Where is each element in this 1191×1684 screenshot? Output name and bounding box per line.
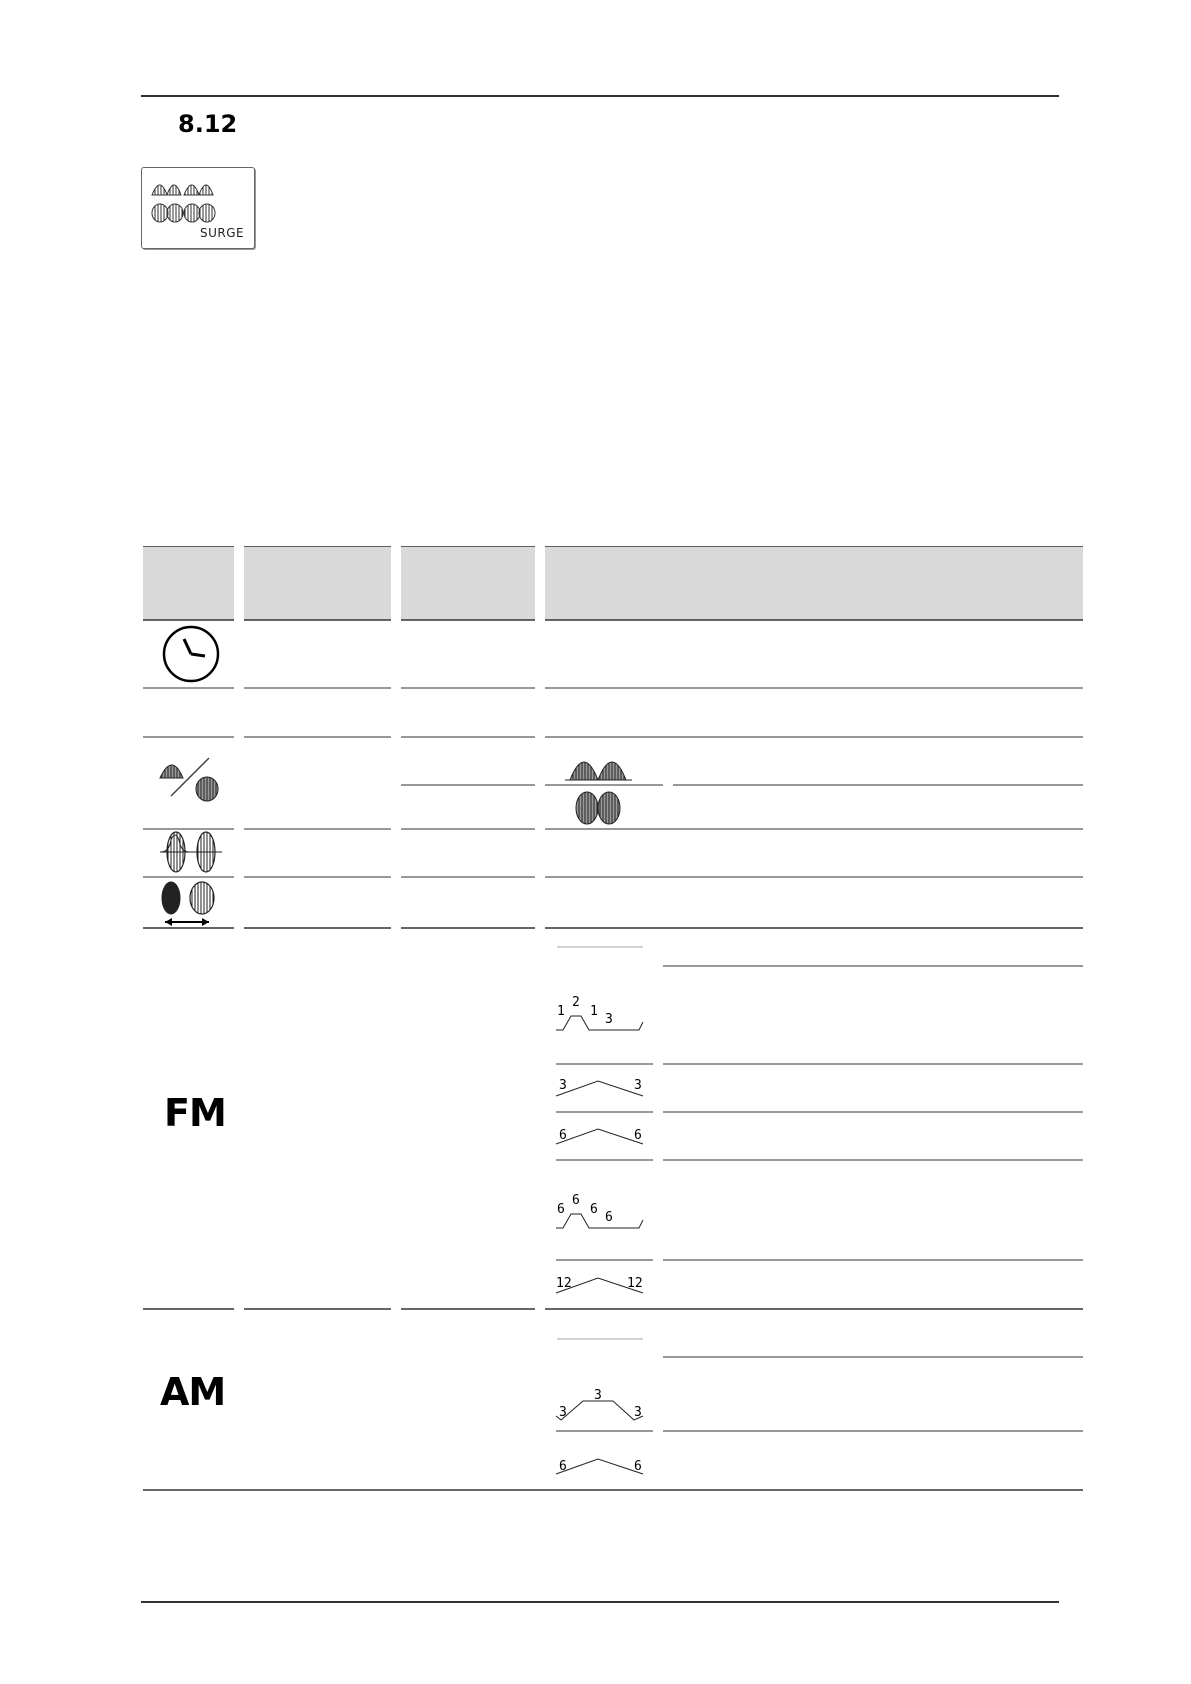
fm-pattern-1-label-b: 2: [572, 995, 580, 1010]
am-pattern-2-label-b: 6: [634, 1459, 642, 1474]
mono-bi-phasic-icon: [160, 758, 218, 801]
fm-pattern-1-label-d: 3: [605, 1012, 613, 1027]
am-pattern-1-label-b: 3: [594, 1388, 602, 1403]
alternating-waveform-icon: [162, 882, 214, 926]
fm-pattern-3-label-b: 6: [634, 1128, 642, 1143]
fm-label: FM: [164, 1091, 226, 1135]
surge-table: [143, 546, 1083, 1491]
fm-pattern-1-label-c: 1: [590, 1004, 598, 1019]
bottom-rule: [141, 1601, 1059, 1603]
table-grid: [143, 546, 1083, 1491]
am-pattern-1-label-c: 3: [634, 1405, 642, 1420]
fm-pattern-3-label-a: 6: [559, 1128, 567, 1143]
fm-pattern-4-label-c: 6: [590, 1202, 598, 1217]
clock-icon: [164, 627, 218, 681]
fm-pattern-1-label-a: 1: [557, 1004, 565, 1019]
am-pattern-2-label-a: 6: [559, 1459, 567, 1474]
section-number: 8.12: [178, 110, 238, 138]
monophasic-waveform-icon: [565, 762, 632, 780]
surge-label: SURGE: [200, 226, 245, 240]
top-rule: [141, 95, 1059, 97]
fm-pattern-4-label-a: 6: [557, 1202, 565, 1217]
fm-pattern-4-label-d: 6: [605, 1210, 613, 1225]
fm-pattern-5-label-a: 12: [556, 1276, 572, 1291]
biphasic-waveform-icon: [576, 792, 620, 824]
am-label: AM: [160, 1370, 226, 1414]
surge-button[interactable]: [141, 167, 255, 249]
fm-pattern-5-label-b: 12: [627, 1276, 643, 1291]
fm-pattern-4-label-b: 6: [572, 1193, 580, 1208]
fm-pattern-2-label-a: 3: [559, 1078, 567, 1093]
symmetric-waveform-icon: [160, 832, 222, 872]
fm-pattern-2-label-b: 3: [634, 1078, 642, 1093]
am-pattern-1-label-a: 3: [559, 1405, 567, 1420]
